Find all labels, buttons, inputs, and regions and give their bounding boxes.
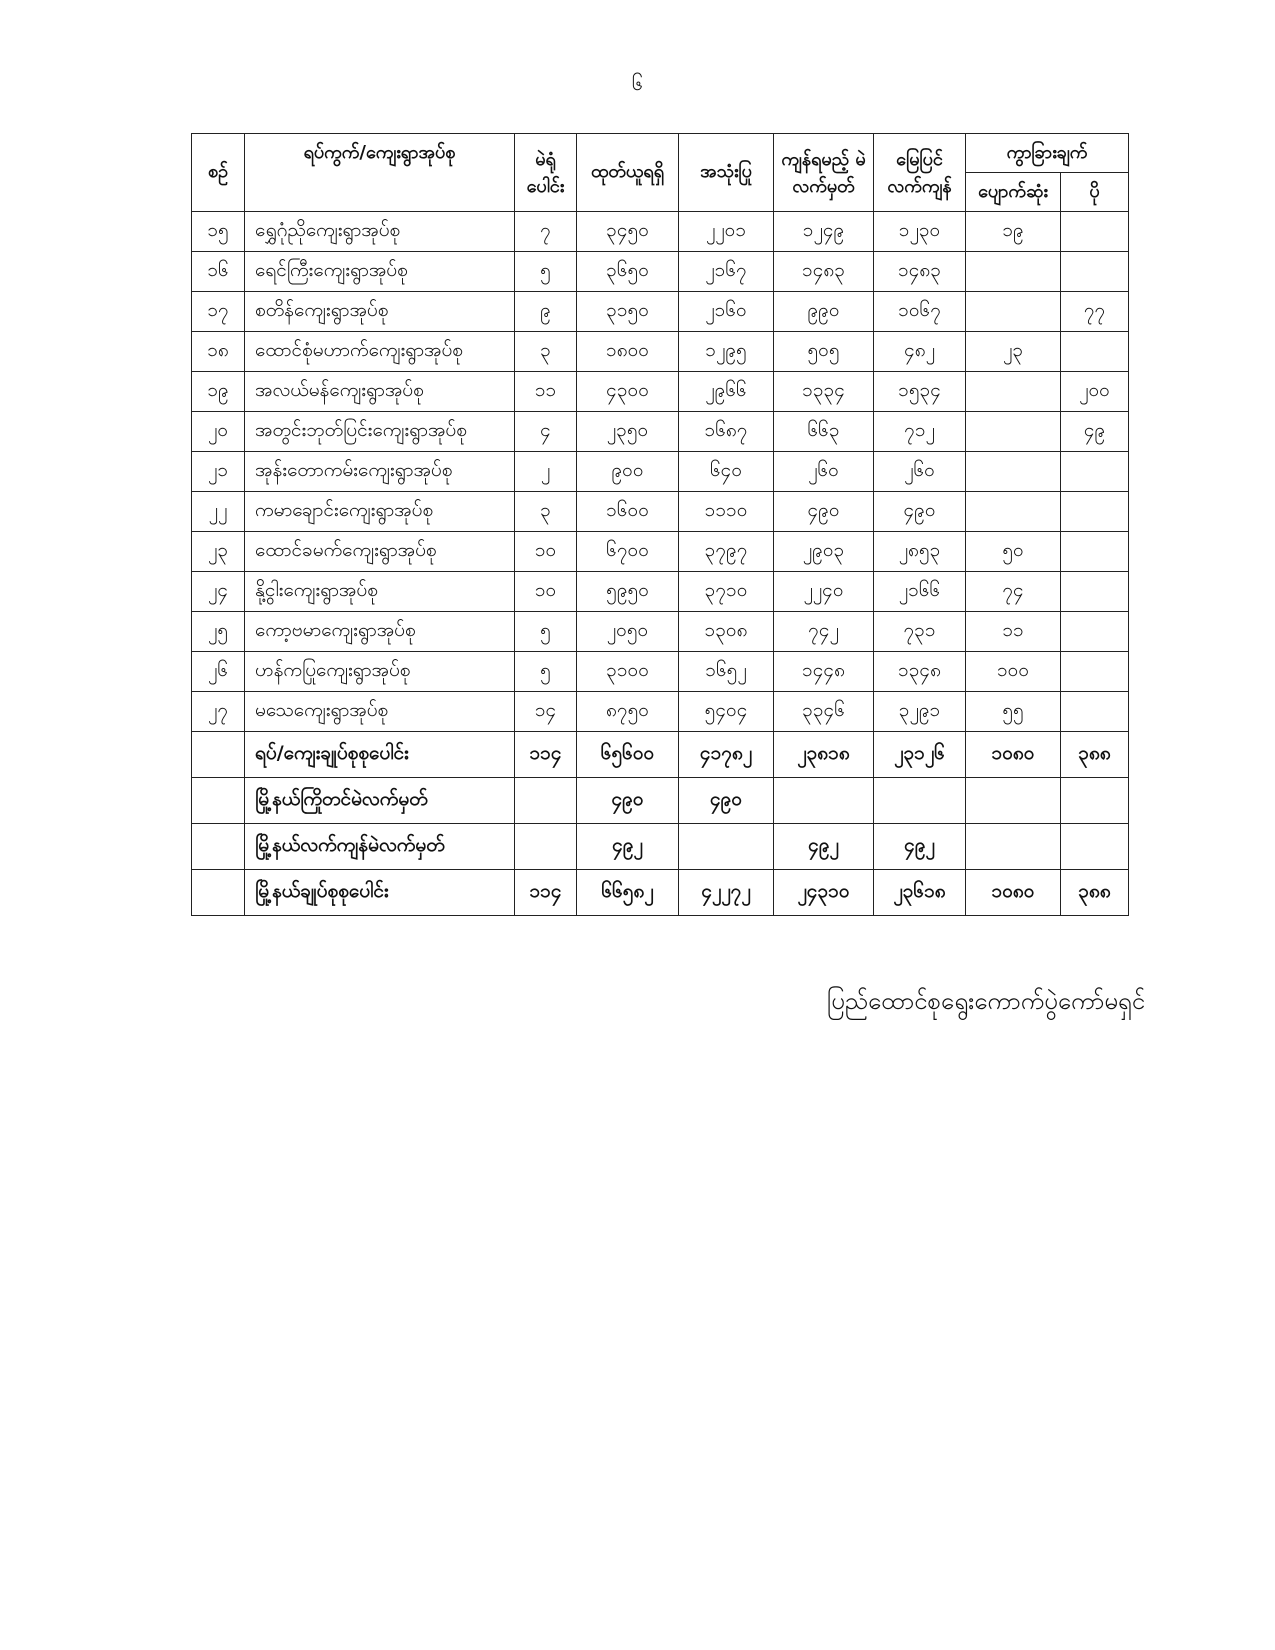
cell-used: ၁၁၁၀	[679, 492, 774, 532]
cell-remaining: ၉၉၀	[774, 292, 874, 332]
cell-remaining: ၂၉၀၃	[774, 532, 874, 572]
cell-lost	[966, 492, 1061, 532]
cell-name: မြို့နယ်ချုပ်စုစုပေါင်း	[245, 870, 515, 916]
cell-no: ၁၈	[192, 332, 245, 372]
cell-stations: ၄	[515, 412, 577, 452]
cell-extra	[1061, 252, 1129, 292]
cell-stations: ၃	[515, 332, 577, 372]
cell-lost: ၅၀	[966, 532, 1061, 572]
cell-actual-left: ၄၉၀	[874, 492, 966, 532]
header-stations: မဲရုံ ပေါင်း	[515, 134, 577, 212]
cell-used	[679, 824, 774, 870]
cell-name: ထောင်စုံမဟာက်ကျေးရွာအုပ်စု	[245, 332, 515, 372]
cell-stations: ၃	[515, 492, 577, 532]
cell-lost: ၁၀၈၀	[966, 732, 1061, 778]
cell-lost	[966, 292, 1061, 332]
cell-actual-left: ၄၈၂	[874, 332, 966, 372]
cell-received: ၆၆၅၈၂	[577, 870, 679, 916]
cell-remaining: ၇၄၂	[774, 612, 874, 652]
header-diff: ကွာခြားချက်	[966, 134, 1129, 173]
cell-used: ၆၄၀	[679, 452, 774, 492]
cell-no: ၁၇	[192, 292, 245, 332]
cell-actual-left: ၂၁၆၆	[874, 572, 966, 612]
cell-stations: ၅	[515, 612, 577, 652]
cell-used: ၁၆၈၇	[679, 412, 774, 452]
cell-received: ၂၀၅၀	[577, 612, 679, 652]
cell-received: ၁၆၀၀	[577, 492, 679, 532]
table-header	[192, 134, 1129, 212]
cell-extra	[1061, 824, 1129, 870]
cell-name: ဟန်ကပြုကျေးရွာအုပ်စု	[245, 652, 515, 692]
cell-actual-left: ၄၉၂	[874, 824, 966, 870]
cell-no	[192, 870, 245, 916]
cell-remaining: ၂၂၄၀	[774, 572, 874, 612]
cell-stations: ၅	[515, 252, 577, 292]
cell-no: ၁၉	[192, 372, 245, 412]
cell-lost: ၁၀၀	[966, 652, 1061, 692]
cell-no: ၂၅	[192, 612, 245, 652]
cell-actual-left: ၇၃၁	[874, 612, 966, 652]
cell-no: ၂၀	[192, 412, 245, 452]
header-lost: ပျောက်ဆုံး	[966, 173, 1061, 212]
cell-remaining: ၅၀၅	[774, 332, 874, 372]
cell-used: ၄၂၂၇၂	[679, 870, 774, 916]
cell-lost	[966, 252, 1061, 292]
page-number: ၆	[631, 71, 644, 95]
header-received: ထုတ်ယူရရှိ	[577, 134, 679, 212]
cell-used: ၂၁၆၇	[679, 252, 774, 292]
cell-extra: ၄၉	[1061, 412, 1129, 452]
cell-lost	[966, 824, 1061, 870]
cell-extra: ၂၀၀	[1061, 372, 1129, 412]
cell-name: အလယ်မန်ကျေးရွာအုပ်စု	[245, 372, 515, 412]
header-name: ရပ်ကွက်/ကျေးရွာအုပ်စု	[245, 134, 515, 212]
cell-received: ၄၉၀	[577, 778, 679, 824]
cell-actual-left: ၇၁၂	[874, 412, 966, 452]
cell-actual-left: ၂၈၅၃	[874, 532, 966, 572]
cell-extra	[1061, 652, 1129, 692]
cell-actual-left: ၁၀၆၇	[874, 292, 966, 332]
cell-used: ၅၄၀၄	[679, 692, 774, 732]
cell-stations: ၇	[515, 212, 577, 252]
cell-extra	[1061, 212, 1129, 252]
cell-actual-left: ၁၄၈၃	[874, 252, 966, 292]
cell-used: ၂၁၆၀	[679, 292, 774, 332]
cell-remaining	[774, 778, 874, 824]
table-row	[192, 332, 1129, 372]
cell-extra	[1061, 692, 1129, 732]
table-row	[192, 372, 1129, 412]
cell-no: ၂၁	[192, 452, 245, 492]
cell-used: ၁၃၀၈	[679, 612, 774, 652]
summary-row	[192, 824, 1129, 870]
cell-stations: ၁၀	[515, 532, 577, 572]
cell-extra: ၃၈၈	[1061, 732, 1129, 778]
summary-row	[192, 778, 1129, 824]
cell-received: ၃၁၅၀	[577, 292, 679, 332]
cell-lost: ၁၁	[966, 612, 1061, 652]
table-row	[192, 212, 1129, 252]
cell-remaining: ၁၄၈၃	[774, 252, 874, 292]
cell-extra	[1061, 492, 1129, 532]
cell-actual-left: ၂၃၁၂၆	[874, 732, 966, 778]
cell-name: စတိန်ကျေးရွာအုပ်စု	[245, 292, 515, 332]
table-row	[192, 692, 1129, 732]
cell-lost: ၁၀၈၀	[966, 870, 1061, 916]
cell-stations: ၁၁၄	[515, 870, 577, 916]
summary-row	[192, 732, 1129, 778]
cell-stations: ၂	[515, 452, 577, 492]
header-no: စဉ်	[192, 134, 245, 212]
cell-used: ၁၂၉၅	[679, 332, 774, 372]
cell-no: ၂၄	[192, 572, 245, 612]
cell-lost: ၂၃	[966, 332, 1061, 372]
cell-name: မြို့နယ်လက်ကျန်မဲလက်မှတ်	[245, 824, 515, 870]
cell-name: မြို့နယ်ကြိုတင်မဲလက်မှတ်	[245, 778, 515, 824]
cell-no: ၂၇	[192, 692, 245, 732]
cell-extra	[1061, 332, 1129, 372]
header-remaining: ကျန်ရမည့် မဲလက်မှတ်	[774, 134, 874, 212]
table-row	[192, 492, 1129, 532]
cell-extra	[1061, 612, 1129, 652]
cell-no: ၂၆	[192, 652, 245, 692]
cell-received: ၉၀၀	[577, 452, 679, 492]
cell-name: ကမာချောင်းကျေးရွာအုပ်စု	[245, 492, 515, 532]
table-row	[192, 412, 1129, 452]
cell-received: ၃၄၅၀	[577, 212, 679, 252]
cell-remaining: ၂၄၃၁၀	[774, 870, 874, 916]
cell-name: ရေင်ကြီးကျေးရွာအုပ်စု	[245, 252, 515, 292]
cell-remaining: ၁၂၄၉	[774, 212, 874, 252]
table-row	[192, 612, 1129, 652]
cell-name: ကော့ဗမာကျေးရွာအုပ်စု	[245, 612, 515, 652]
cell-no: ၁၆	[192, 252, 245, 292]
cell-received: ၃၁၀၀	[577, 652, 679, 692]
table-row	[192, 252, 1129, 292]
table-body	[192, 212, 1129, 916]
cell-no	[192, 824, 245, 870]
cell-remaining: ၁၄၄၈	[774, 652, 874, 692]
cell-received: ၈၇၅၀	[577, 692, 679, 732]
cell-lost	[966, 452, 1061, 492]
cell-received: ၂၃၅၀	[577, 412, 679, 452]
cell-received: ၆၅၆၀၀	[577, 732, 679, 778]
cell-extra	[1061, 572, 1129, 612]
cell-no	[192, 778, 245, 824]
cell-stations: ၉	[515, 292, 577, 332]
cell-stations: ၅	[515, 652, 577, 692]
cell-received: ၄၉၂	[577, 824, 679, 870]
table-row	[192, 572, 1129, 612]
cell-remaining: ၃၃၄၆	[774, 692, 874, 732]
cell-extra	[1061, 532, 1129, 572]
cell-remaining: ၂၃၈၁၈	[774, 732, 874, 778]
cell-no: ၁၅	[192, 212, 245, 252]
cell-remaining: ၁၃၃၄	[774, 372, 874, 412]
cell-name: ရွှေဂုံညိုကျေးရွာအုပ်စု	[245, 212, 515, 252]
cell-actual-left: ၁၂၃၀	[874, 212, 966, 252]
cell-actual-left	[874, 778, 966, 824]
cell-name: ရပ်/ကျေးချုပ်စုစုပေါင်း	[245, 732, 515, 778]
header-actual-left: မြေပြင် လက်ကျန်	[874, 134, 966, 212]
cell-lost	[966, 778, 1061, 824]
cell-no	[192, 732, 245, 778]
cell-received: ၅၉၅၀	[577, 572, 679, 612]
cell-used: ၃၇၉၇	[679, 532, 774, 572]
cell-used: ၂၉၆၆	[679, 372, 774, 412]
cell-received: ၁၈၀၀	[577, 332, 679, 372]
cell-extra	[1061, 778, 1129, 824]
cell-received: ၆၇၀၀	[577, 532, 679, 572]
header-extra: ပို	[1061, 173, 1129, 212]
cell-stations: ၁၄	[515, 692, 577, 732]
cell-extra	[1061, 452, 1129, 492]
cell-remaining: ၂၆၀	[774, 452, 874, 492]
cell-used: ၂၂၀၁	[679, 212, 774, 252]
cell-stations: ၁၀	[515, 572, 577, 612]
cell-actual-left: ၂၆၀	[874, 452, 966, 492]
summary-row	[192, 870, 1129, 916]
cell-actual-left: ၁၃၄၈	[874, 652, 966, 692]
cell-extra: ၇၇	[1061, 292, 1129, 332]
cell-received: ၃၆၅၀	[577, 252, 679, 292]
ballot-summary-table	[191, 133, 1129, 916]
cell-name: အုန်းတောကမ်းကျေးရွာအုပ်စု	[245, 452, 515, 492]
cell-name: ထောင်ခမက်ကျေးရွာအုပ်စု	[245, 532, 515, 572]
cell-name: အတွင်းဘုတ်ပြင်းကျေးရွာအုပ်စု	[245, 412, 515, 452]
cell-received: ၄၃၀၀	[577, 372, 679, 412]
cell-remaining: ၄၉၀	[774, 492, 874, 532]
cell-extra: ၃၈၈	[1061, 870, 1129, 916]
cell-lost	[966, 372, 1061, 412]
cell-used: ၃၇၁၀	[679, 572, 774, 612]
cell-no: ၂၃	[192, 532, 245, 572]
cell-actual-left: ၃၂၉၁	[874, 692, 966, 732]
cell-actual-left: ၁၅၃၄	[874, 372, 966, 412]
table-row	[192, 292, 1129, 332]
cell-no: ၂၂	[192, 492, 245, 532]
cell-lost: ၇၄	[966, 572, 1061, 612]
cell-remaining: ၄၉၂	[774, 824, 874, 870]
cell-lost: ၁၉	[966, 212, 1061, 252]
cell-stations: ၁၁	[515, 372, 577, 412]
cell-remaining: ၆၆၃	[774, 412, 874, 452]
table-row	[192, 532, 1129, 572]
table-row	[192, 652, 1129, 692]
cell-used: ၁၆၅၂	[679, 652, 774, 692]
header-used: အသုံးပြု	[679, 134, 774, 212]
cell-actual-left: ၂၃၆၁၈	[874, 870, 966, 916]
cell-used: ၄၁၇၈၂	[679, 732, 774, 778]
cell-used: ၄၉၀	[679, 778, 774, 824]
cell-lost: ၅၅	[966, 692, 1061, 732]
cell-stations	[515, 778, 577, 824]
cell-name: မသေကျေးရွာအုပ်စု	[245, 692, 515, 732]
cell-name: နို့ငွါးကျေးရွာအုပ်စု	[245, 572, 515, 612]
cell-lost	[966, 412, 1061, 452]
table-row	[192, 452, 1129, 492]
cell-stations	[515, 824, 577, 870]
cell-stations: ၁၁၄	[515, 732, 577, 778]
signature: ပြည်ထောင်စုရွေးကောက်ပွဲကော်မရှင်	[827, 987, 1145, 1015]
